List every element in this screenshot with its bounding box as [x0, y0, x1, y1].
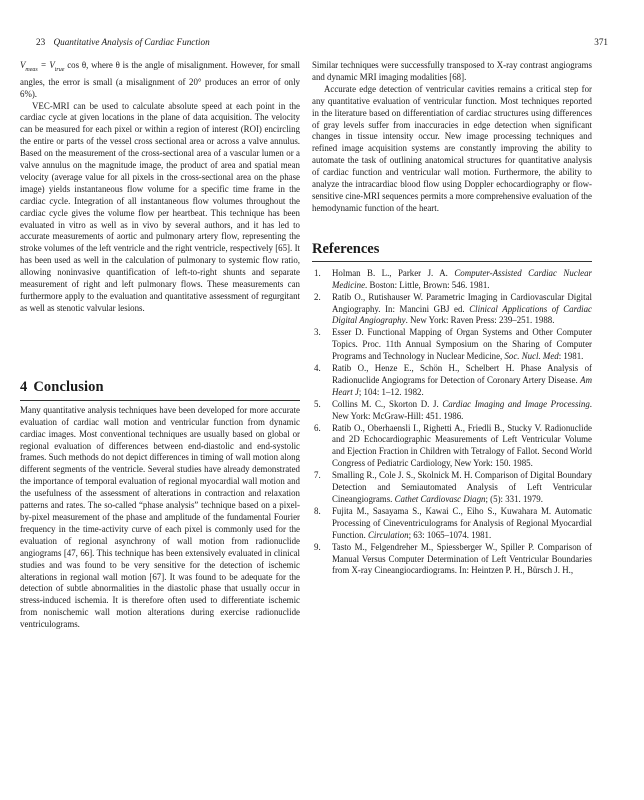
- reference-tail: ; 63: 1065–1074. 1981.: [408, 529, 492, 540]
- reference-item: [312, 363, 592, 399]
- paragraph-similar-techniques: Similar techniques were successfully transposed to X-ray contrast angiograms and dynamic MRI imaging modalities [68].: [312, 60, 592, 82]
- reference-text: Tasto M., Felgendreher M., Spiessberger W., Spiller P. Comparison of Manual Versus Computer Determination of Left Ventricular Boundaries from X-ray Cineangiocardiograms. In: Heintzen P. H., Bürsch J. H.,: [332, 541, 592, 576]
- right-column: [312, 60, 592, 577]
- reference-italic: Cardiac Imaging and Image Processing: [442, 398, 590, 409]
- running-title: [36, 37, 210, 47]
- section-title: Conclusion: [33, 378, 104, 395]
- reference-number: 1.: [314, 267, 321, 278]
- reference-item: [312, 327, 592, 363]
- references-heading: References: [312, 241, 592, 262]
- reference-italic: Cathet Cardiovasc Diagn: [394, 494, 486, 504]
- reference-text: Holman B. L., Parker J. A.: [332, 267, 455, 278]
- left-column: [20, 60, 300, 631]
- reference-item: [312, 292, 592, 328]
- reference-text: Smalling R., Cole J. S., Skolnick M. H. Comparison of Digital Boundary Detection and Semiautomated Analysis of Left Ventricular Cineangiograms.: [332, 470, 592, 504]
- reference-text: Ratib O., Oberhaensli I., Righetti A., Friedli B., Stucky V. Radionuclide and 2D Echocardiographic Measurements of Left Ventricular Volume and Ejection Fraction in Children with Tetralogy of Fallot. Second World Congress of Pediatric Cardiology, New York: 150. 1985.: [332, 422, 592, 469]
- reference-tail: . New York: McGraw-Hill: 451. 1986.: [332, 398, 592, 421]
- reference-number: 8.: [314, 505, 321, 516]
- page-number: 371: [594, 37, 608, 47]
- section-number: 4: [20, 378, 28, 395]
- reference-item: [312, 423, 592, 471]
- reference-text: Ratib O., Henze E., Schön H., Schelbert H. Phase Analysis of Radionuclide Angiograms for Detection of Coronary Artery Disease.: [332, 363, 592, 385]
- reference-italic: Clinical Applications of Cardiac Digital Angiography: [332, 303, 592, 326]
- reference-item: [312, 506, 592, 542]
- reference-text: Fujita M., Sasayama S., Kawai C., Eiho S., Kuwahara M. Automatic Processing of Cineventriculograms for Analysis of Regional Myocardial Function.: [332, 505, 592, 540]
- reference-tail: . New York: Raven Press: 239–251. 1988.: [405, 315, 555, 326]
- reference-number: 6.: [314, 422, 321, 433]
- reference-italic: Am Heart J: [332, 374, 592, 397]
- chapter-number: 23: [36, 37, 46, 47]
- reference-italic: Computer-Assisted Cardiac Nuclear Medicine: [332, 267, 592, 290]
- reference-italic: Circulation: [368, 529, 409, 540]
- reference-item: [312, 470, 592, 506]
- reference-tail: . Boston: Little, Brown: 546. 1981.: [365, 279, 490, 290]
- reference-number: 5.: [314, 398, 321, 409]
- reference-number: 2.: [314, 291, 321, 302]
- reference-text: Esser D. Functional Mapping of Organ Systems and Other Computer Topics. Proc. 11th Annual Symposium on the Sharing of Computer Programs and Technology in Nuclear Medicine,: [332, 327, 592, 362]
- reference-item: [312, 268, 592, 292]
- reference-number: 4.: [314, 363, 321, 374]
- running-header: [36, 37, 608, 51]
- paragraph-vec-mri: VEC-MRI can be used to calculate absolute speed at each point in the cardiac cycle at given locations in the plane of data acquisition. The velocity can be measured for each pixel or within a region of interest (ROI) encircling the entire or parts of the vessel cross sectional area or across a valve annulus. Based on the measurement of the cross-sectional area of a vascular lumen or a valve annulus on the magnitude image, the product of area and spatial mean velocity (average value for all pixels in the cross-sectional area on the phase image) yields instantaneous flow volume for a specific time frame in the cardiac cycle. Integration of all instantaneous flow volumes throughout the cardiac cycle gives the volume flow per heartbeat. This technique has been evaluated in vitro as well as in vivo by several authors, and it has led to accurate measurements of aortic and pulmonary artery flow, representing the stroke volumes of the left ventricle and the right ventricle, respectively [65]. It has been used as well in the calculation of pulmonary to systemic flow ratio, allowing noninvasive quantification of left-to-right shunts and separate measurement of right and left pulmonary flows. These measurements can furthermore apply to the evaluation and quantitative assessment of regurgitant as well as stenotic valvular lesions.: [20, 100, 300, 313]
- reference-text: Collins M. C., Skorton D. J.: [332, 398, 443, 409]
- reference-number: 9.: [314, 541, 321, 552]
- reference-item: [312, 542, 592, 578]
- reference-number: 3.: [314, 327, 321, 338]
- reference-text: Ratib O., Rutishauser W. Parametric Imaging in Cardiovascular Digital Angiography. In: Mancini GBJ ed.: [332, 291, 592, 314]
- reference-item: [312, 399, 592, 423]
- paragraph-equation: $V_{meas} = V_{true}$ cos θ, where θ is the angle of misalignment. However, for small angles, the error is small (a misalignment of 20° produces an error of only 6%).: [20, 60, 300, 99]
- paragraph-edge-detection: Accurate edge detection of ventricular cavities remains a critical step for any quantitative evaluation of ventricular function. Most techniques reported in the literature based on differentiation of cardiac structures using differences of gray levels suffer from inaccuracies in edge detection when significant changes in tissue intensity occur. New image processing techniques and refined image acquisition systems are constantly improving the ability to automate the task of outlining anatomical structures for quantitative analysis of cardiac function and ventricular wall motion. Furthermore, the ability to analyze the intracardiac blood flow using Doppler echocardiography or flow-sensitive cine-MRI sequences permits a more comprehensive evaluation of the hemodynamic function of the heart.: [312, 83, 592, 213]
- paragraph-conclusion: Many quantitative analysis techniques have been developed for more accurate evaluation of cardiac wall motion and ventricular function from dynamic cardiac images. Most conventional techniques are usually based on global or regional evaluation of differences between end-diastolic and end-systolic frames. Such methods do not depict differences in timing of wall motion along different segments of the ventricle. Several studies have already demonstrated the importance of temporal evaluation of regional myocardial wall motion and the usefulness of the assessment of alterations in contraction and relaxation patterns and rates. The so-called “phase analysis” technique based on a pixel-by-pixel measurement of the phase and amplitude of the fundamental Fourier frequency in the time-activity curve of each pixel is commonly used for the evaluation of regional asynchrony of wall motion from radionuclide angiograms [47, 66]. This technique has been extensively evaluated in clinical studies and was found to be very sensitive for the detection of ischemic alterations in regional wall motion [67]. It was found to be adequate for the detection of subtle abnormalities in the diastolic phase that usually occur in stress-induced ischemia. It is therefore often used to differentiate ischemic from nonischemic wall motion alterations during exercise radionuclide ventriculograms.: [20, 404, 300, 630]
- reference-tail: ; 104: 1–12. 1982.: [358, 386, 424, 397]
- reference-tail: ; (5): 331. 1979.: [485, 494, 543, 504]
- reference-number: 7.: [314, 470, 321, 481]
- references-list: [312, 268, 592, 578]
- reference-italic: Soc. Nucl. Med: [504, 351, 559, 362]
- section-heading-conclusion: [20, 379, 300, 401]
- reference-tail: : 1981.: [558, 351, 584, 362]
- chapter-title: Quantitative Analysis of Cardiac Function: [53, 37, 210, 47]
